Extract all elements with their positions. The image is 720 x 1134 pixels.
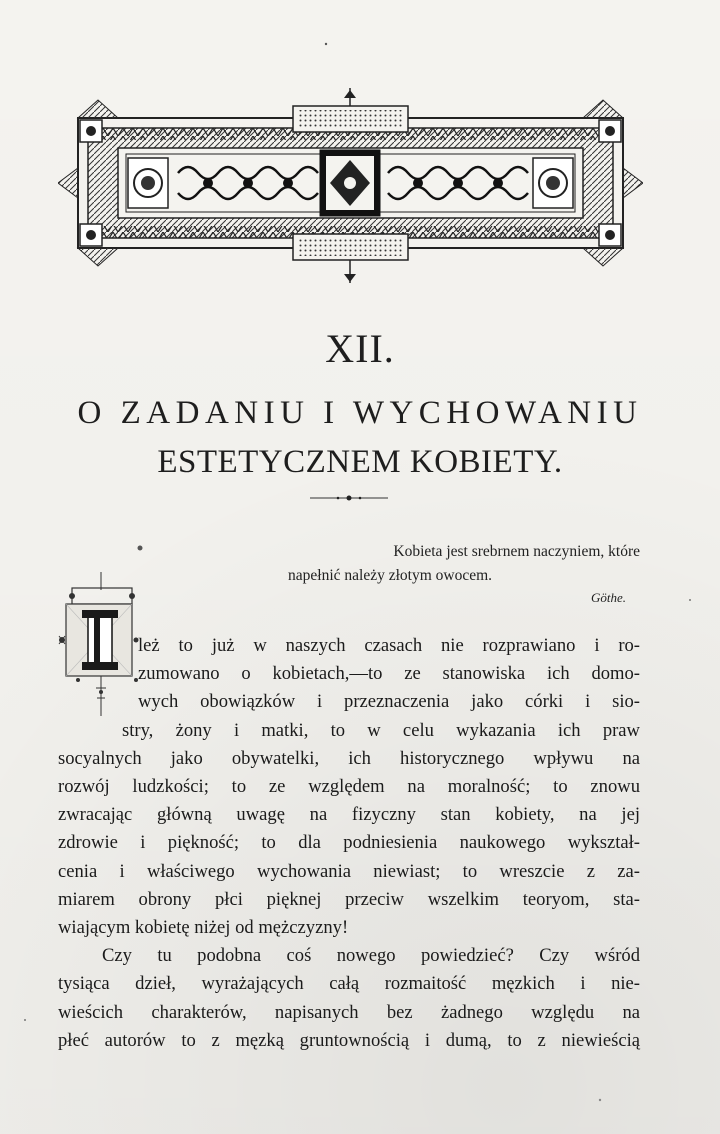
text-line: cenia i właściwego wychowania niewiast; to wreszcie z za- bbox=[58, 860, 640, 882]
epigraph-line-1: Kobieta jest srebrnem naczyniem, które bbox=[393, 543, 640, 560]
text-line: stry, żony i matki, to w celu wykazania ich praw bbox=[122, 719, 640, 741]
text-line: tysiąca dzieł, wyrażających całą rozmaitość męzkich i nie- bbox=[58, 973, 640, 995]
text-line: Czy tu podobna coś nowego powiedzieć? Czy wśród bbox=[102, 945, 640, 967]
chapter-title-line-1: O ZADANIU I WYCHOWANIU bbox=[77, 395, 643, 431]
text-line: wych obowiązków i przeznaczenia jako córki i sio- bbox=[138, 691, 640, 713]
chapter-number: XII. bbox=[325, 326, 395, 371]
text-line: rozwój ludzkości; to ze względem na moralność; to znowu bbox=[58, 776, 640, 798]
chapter-title-line-2: ESTETYCZNEM KOBIETY. bbox=[157, 444, 563, 480]
text-line: miarem obrony płci pięknej przeciw wszelkim teoryom, sta- bbox=[58, 888, 640, 910]
text-line: socyalnych jako obywatelki, ich historycznego wpływu na bbox=[58, 747, 640, 769]
text-line: wiającym kobietę niżej od mężczyzny! bbox=[58, 917, 349, 939]
text-line: zdrowie i piękność; to dla podniesienia naukowego wykształ- bbox=[58, 832, 640, 854]
text-line: płeć autorów to z męzką gruntownością i dumą, to z niewieścią bbox=[58, 1029, 640, 1051]
text-line: zwracając główną uwagę na fizyczny stan kobiety, na jej bbox=[58, 804, 640, 826]
text-line: wieścich charakterów, napisanych bez żadnego względu na bbox=[58, 1001, 640, 1023]
text-line: zumowano o kobietach,—to ze stanowiska ich domo- bbox=[138, 663, 640, 685]
text-line: leż to już w naszych czasach nie rozprawiano i ro- bbox=[138, 635, 640, 656]
ornament-rule-icon bbox=[308, 493, 390, 503]
epigraph bbox=[280, 540, 640, 608]
epigraph-line-2: napełnić należy złotym owocem. bbox=[288, 567, 493, 584]
epigraph-author: Göthe. bbox=[590, 590, 626, 605]
ornamental-headpiece-icon bbox=[58, 88, 643, 288]
body-text bbox=[58, 632, 640, 1055]
